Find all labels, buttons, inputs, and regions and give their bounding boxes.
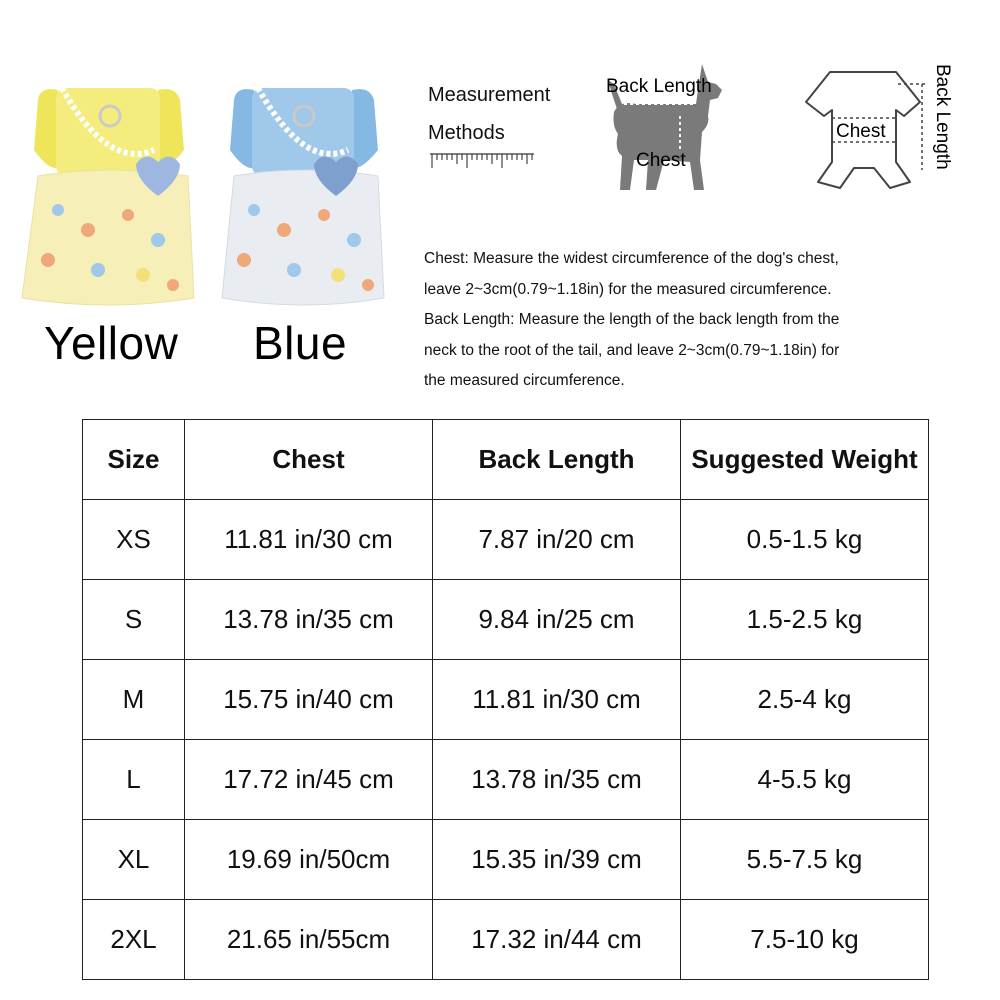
table-row bbox=[83, 500, 929, 580]
cell-chest: 13.78 in/35 cm bbox=[185, 580, 433, 660]
cell-weight: 7.5-10 kg bbox=[681, 900, 929, 980]
cell-size: S bbox=[83, 580, 185, 660]
cell-chest: 19.69 in/50cm bbox=[185, 820, 433, 900]
cell-size: 2XL bbox=[83, 900, 185, 980]
back-desc-line3: the measured circumference. bbox=[424, 372, 625, 389]
cell-back-length: 9.84 in/25 cm bbox=[433, 580, 681, 660]
header-suggested-weight: Suggested Weight bbox=[681, 420, 929, 500]
cell-size: XS bbox=[83, 500, 185, 580]
cell-chest: 21.65 in/55cm bbox=[185, 900, 433, 980]
table-row bbox=[83, 900, 929, 980]
table-row bbox=[83, 660, 929, 740]
cell-weight: 1.5-2.5 kg bbox=[681, 580, 929, 660]
cell-weight: 4-5.5 kg bbox=[681, 740, 929, 820]
size-chart-table bbox=[82, 419, 929, 980]
dog-back-length-label: Back Length bbox=[606, 76, 712, 97]
chest-desc-line1: Chest: Measure the widest circumference of the dog's chest, bbox=[424, 250, 839, 267]
cell-size: L bbox=[83, 740, 185, 820]
table-row bbox=[83, 580, 929, 660]
measurement-title-line2: Methods bbox=[428, 122, 505, 144]
header-size: Size bbox=[83, 420, 185, 500]
yellow-dress-image bbox=[18, 80, 198, 310]
cell-back-length: 17.32 in/44 cm bbox=[433, 900, 681, 980]
blue-variant-label: Blue bbox=[253, 317, 348, 369]
cell-back-length: 15.35 in/39 cm bbox=[433, 820, 681, 900]
cell-weight: 2.5-4 kg bbox=[681, 660, 929, 740]
cell-chest: 11.81 in/30 cm bbox=[185, 500, 433, 580]
cell-weight: 0.5-1.5 kg bbox=[681, 500, 929, 580]
garment-chest-label: Chest bbox=[836, 121, 886, 142]
cell-back-length: 11.81 in/30 cm bbox=[433, 660, 681, 740]
measurement-title-line1: Measurement bbox=[428, 84, 551, 106]
yellow-variant-label: Yellow bbox=[44, 317, 179, 369]
chest-desc-line2: leave 2~3cm(0.79~1.18in) for the measured circumference. bbox=[424, 280, 832, 298]
back-desc-line1: Back Length: Measure the length of the back length from the bbox=[424, 311, 840, 328]
cell-weight: 5.5-7.5 kg bbox=[681, 820, 929, 900]
measurement-methods-title bbox=[428, 76, 550, 152]
back-desc-line2: neck to the root of the tail, and leave 2~3cm(0.79~1.18in) for bbox=[424, 341, 840, 359]
cell-size: XL bbox=[83, 820, 185, 900]
blue-dress-image bbox=[218, 80, 388, 310]
table-header-row bbox=[83, 420, 929, 500]
cell-size: M bbox=[83, 660, 185, 740]
cell-back-length: 13.78 in/35 cm bbox=[433, 740, 681, 820]
table-row bbox=[83, 820, 929, 900]
measurement-description bbox=[424, 244, 944, 397]
cell-chest: 15.75 in/40 cm bbox=[185, 660, 433, 740]
header-chest: Chest bbox=[185, 420, 433, 500]
garment-back-length-label: Back Length bbox=[932, 64, 953, 170]
cell-chest: 17.72 in/45 cm bbox=[185, 740, 433, 820]
table-row bbox=[83, 740, 929, 820]
cell-back-length: 7.87 in/20 cm bbox=[433, 500, 681, 580]
header-back-length: Back Length bbox=[433, 420, 681, 500]
ruler-icon bbox=[430, 150, 534, 170]
dog-chest-label: Chest bbox=[636, 150, 686, 171]
